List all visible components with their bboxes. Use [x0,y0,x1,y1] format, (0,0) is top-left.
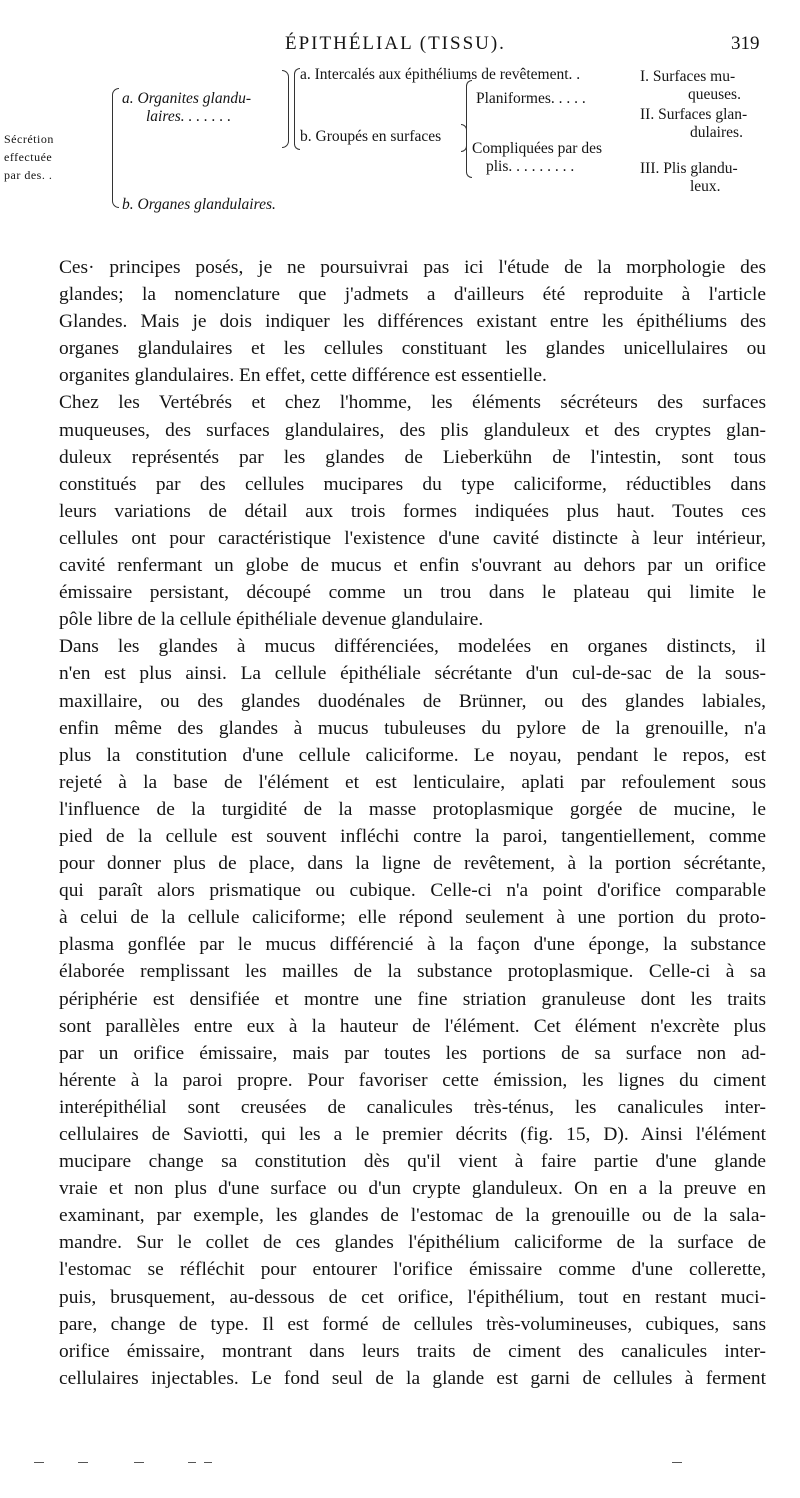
text-line: orifice émissaire, montrant dans leurs traits de ciment des canalicules inter- [59,1340,766,1362]
text-line: cellulaires de Saviotti, qui les a le premier décrits (fig. 15, D). Ainsi l'élément [59,1124,766,1145]
table-result-2-line-2: dulaires. [690,124,743,141]
table-result-2-line-1: II. Surfaces glan- [640,106,748,123]
text-line: Glandes. Mais je dois indiquer les différences existant entre les épithéliums des [59,311,766,333]
table-result-1-line-2: queuses. [688,86,741,103]
text-line: pour donner plus de place, dans la ligne de revêtement, à la portion sécrétante, [59,853,766,875]
text-line: sont parallèles entre eux à la hauteur de l'élément. Cet élément n'excrète plus [59,1015,766,1037]
text-line: l'influence de la turgidité de la masse protoplasmique gorgée de mucine, le [59,798,766,820]
scan-mark [78,1462,88,1463]
text-line: maxillaire, ou des glandes duodénales de Brünner, ou des glandes labiales, [59,690,766,712]
table-root-label-line-2: effectuée [4,150,53,164]
text-line: pied de la cellule est souvent infléchi contre la paroi, tangentiellement, comme [59,825,766,847]
text-line: mandre. Sur le collet de ces glandes l'épithélium caliciforme de la surface de [59,1232,766,1254]
surfaces-left-brace [466,80,472,178]
table-result-3-line-1: III. Plis glandu- [640,160,738,177]
text-line: hérente à la paroi propre. Pour favoriser cette émission, les lignes du ciment [59,1069,766,1091]
text-line: plus la constitution d'une cellule caliciforme. Le noyau, pendant le repos, est [59,744,766,766]
text-line: pare, change de type. Il est formé de cellules très-volumineuses, cubiques, sans [59,1313,766,1335]
text-line: cellulaires injectables. Le fond seul de la glande est garni de cellules à ferment [59,1367,766,1389]
text-line: constitués par des cellules mucipares du type caliciforme, réductibles dans [59,473,766,495]
text-line: n'en est plus ainsi. La cellule épithéliale sécrétante d'un cul-de-sac de la sous- [59,663,766,685]
table-a-sub-2: b. Groupés en surfaces [300,128,442,145]
table-compliquees-line-2: plis. . . . . . . . . [486,158,575,175]
table-a-label-line-2: laires. . . . . . . [146,108,232,125]
scan-mark [204,1462,212,1463]
table-planiformes: Planiformes. . . . . [476,90,586,107]
text-line: plasma gonflée par le mucus différencié à la façon d'une éponge, la substance [59,934,766,956]
text-line: examinant, par exemple, les glandes de l'estomac de la grenouille ou de la sala- [59,1205,766,1227]
text-line: mucipare change sa constitution dès qu'il vient à faire partie d'une glande [59,1151,766,1173]
page-number: 319 [731,33,760,54]
classification-table [0,60,800,220]
text-line: cavité renfermant un globe de mucus et enfin s'ouvrant au dehors par un orifice [59,555,766,577]
running-title: ÉPITHÉLIAL (TISSU). [285,33,506,54]
table-a-sub-1: a. Intercalés aux épithéliums de revêtement. . [300,66,581,83]
text-line: cellules ont pour caractéristique l'existence d'une cavité distincte à leur intérieur, [59,527,766,549]
text-line: élaborée remplissant les mailles de la substance protoplasmique. Celle-ci à sa [59,961,766,983]
text-line: duleux représentés par les glandes de Lieberkühn de l'intestin, sont tous [59,446,766,468]
table-result-3-line-2: leux. [690,178,721,195]
body-text [34,254,766,1392]
text-line: leurs variations de détail aux trois formes indiquées plus haut. Toutes ces [59,500,766,522]
text-line: glandes; la nomenclature que j'admets a d'ailleurs été reproduite à l'article [59,284,766,306]
text-line: muqueuses, des surfaces glandulaires, des plis glanduleux et des cryptes glan- [59,419,766,441]
table-a-label-line-1: a. Organites glandu- [122,90,252,107]
scan-mark [188,1462,196,1463]
text-line: organes glandulaires et les cellules constituant les glandes unicellulaires ou [59,338,766,360]
a-brace [282,70,289,148]
text-line: enfin même des glandes à mucus tubuleuses du pylore de la grenouille, n'a [59,717,766,739]
text-line: l'estomac se réfléchit pour entourer l'orifice émissaire comme d'une collerette, [59,1259,766,1281]
scan-mark [34,1462,44,1463]
text-line: à celui de la cellule caliciforme; elle répond seulement à une portion du proto- [59,907,766,929]
text-line: par un orifice émissaire, mais par toutes les portions de sa surface non ad- [59,1042,766,1064]
text-line: vraie et non plus d'une surface ou d'un crypte glanduleux. On en a la preuve en [59,1178,766,1200]
text-line: Chez les Vertébrés et chez l'homme, les éléments sécréteurs des surfaces [59,392,766,414]
text-line: qui paraît alors prismatique ou cubique. Celle-ci n'a point d'orifice comparable [59,880,766,902]
text-line: Ces· principes posés, je ne poursuivrai pas ici l'étude de la morphologie des [59,257,766,278]
scan-mark [672,1462,682,1463]
text-line: organites glandulaires. En effet, cette différence est essentielle. [59,365,547,387]
text-line: émissaire persistant, découpé comme un trou dans le plateau qui limite le [59,582,766,604]
root-brace [112,88,119,208]
scan-mark [134,1462,144,1463]
text-line: Dans les glandes à mucus différenciées, modelées en organes distincts, il [59,636,766,658]
footer-scan-marks [0,1462,800,1472]
table-result-1-line-1: I. Surfaces mu- [640,68,736,85]
text-line: périphérie est densifiée et montre une fine striation granuleuse dont les traits [59,988,766,1010]
text-line: pôle libre de la cellule épithéliale devenue glandulaire. [59,609,484,631]
paragraph-2 [34,389,766,633]
running-header [0,33,800,57]
table-compliquees-line-1: Compliquées par des [472,140,603,157]
table-b-label: b. Organes glandulaires. [122,196,276,213]
text-line: puis, brusquement, au-dessous de cet orifice, l'épithélium, tout en restant muci- [59,1286,766,1308]
text-line: interépithélial sont creusées de canalicules très-ténus, les canalicules inter- [59,1096,766,1118]
paragraph-3 [34,633,766,1392]
text-line: rejeté à la base de l'élément et est lenticulaire, aplati par refoulement sous [59,771,766,793]
table-root-label-line-3: par des. . [4,168,53,182]
paragraph-1 [34,254,766,389]
table-root-label-line-1: Sécrétion [4,132,54,146]
